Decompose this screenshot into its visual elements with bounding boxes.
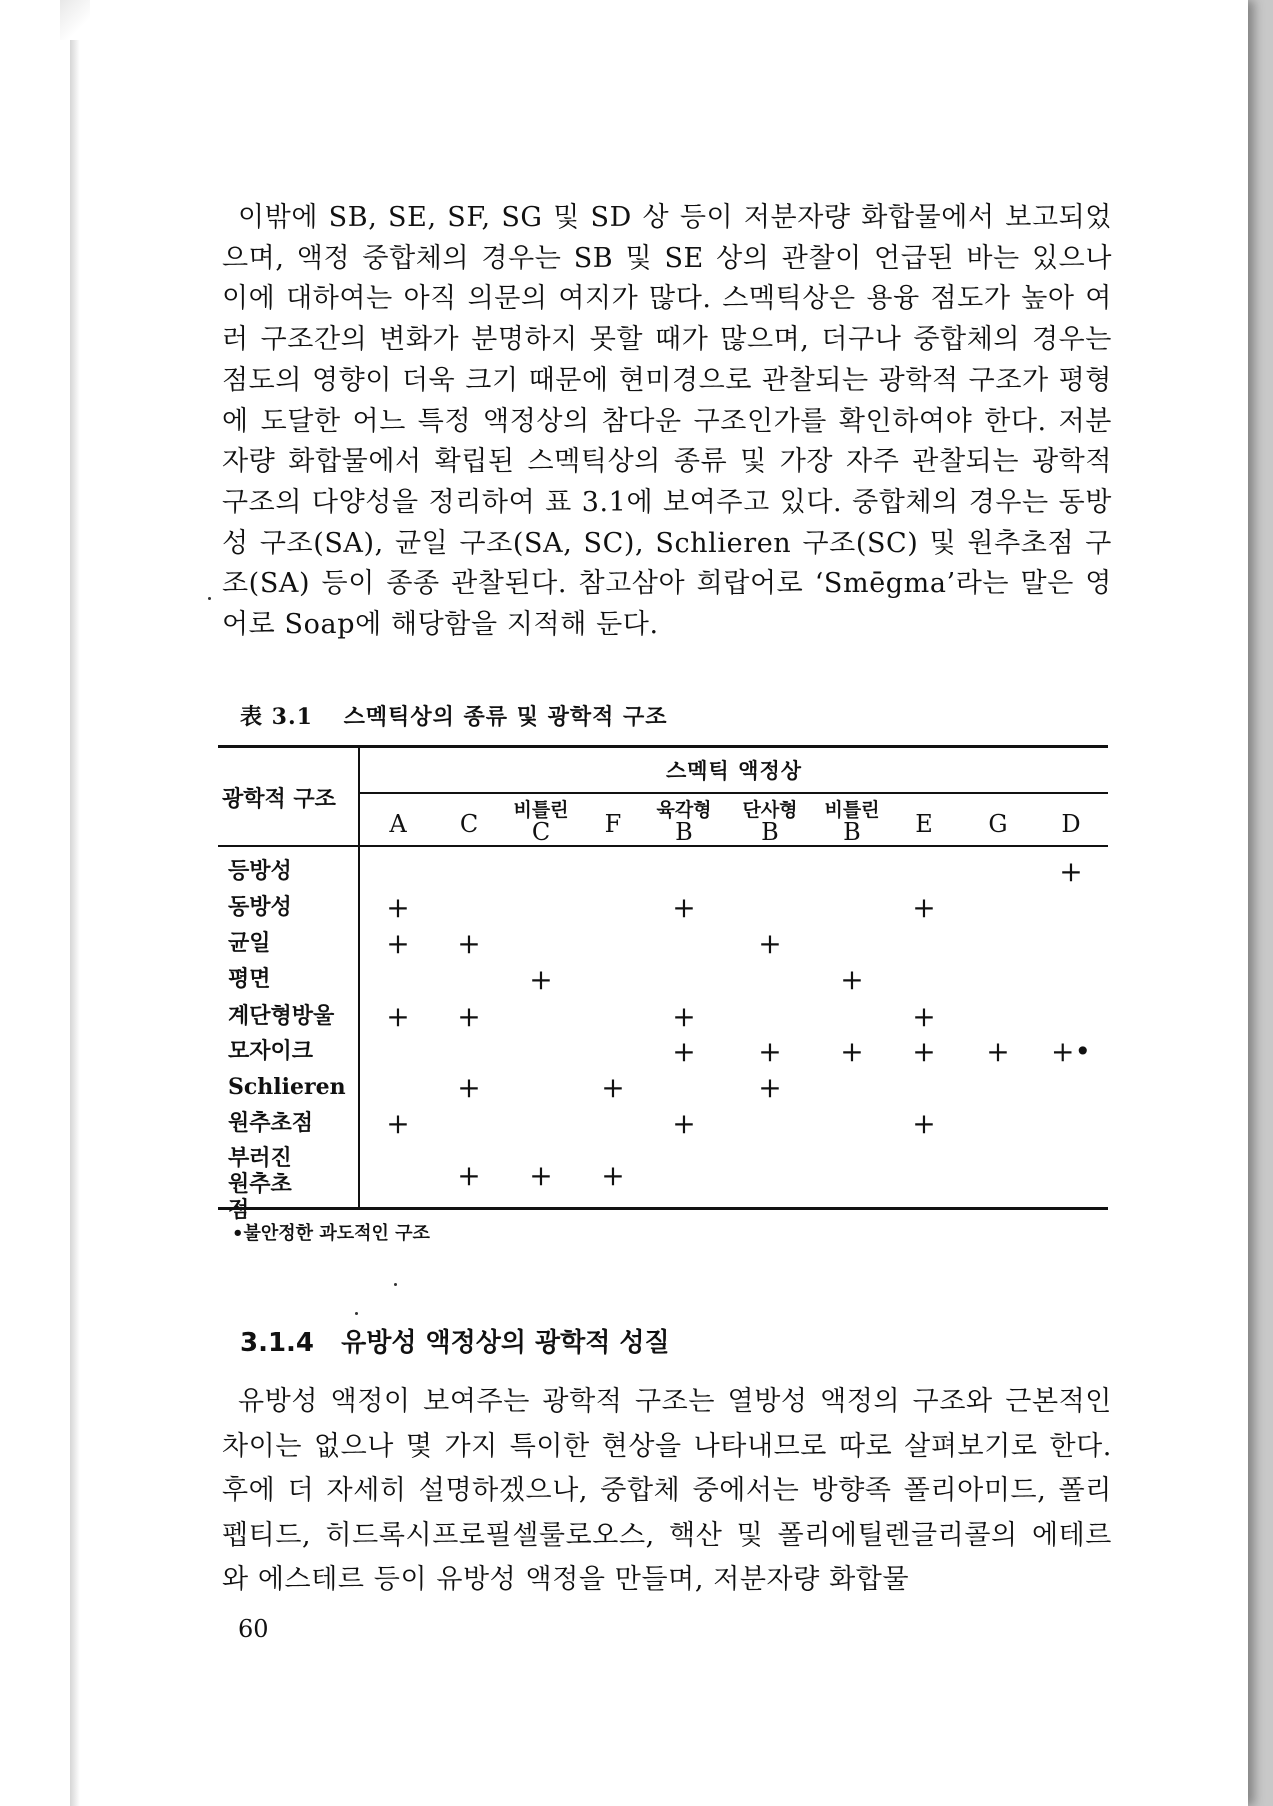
column-header-qualifier: 육각형 [656, 799, 712, 821]
table-cell-mark: + [758, 927, 782, 960]
table-bottom-rule [218, 1207, 1108, 1210]
table-cell-mark: + [758, 1071, 782, 1104]
column-header-phase: B [675, 818, 693, 846]
table-cell-mark: + [457, 1159, 481, 1192]
table-column-header [730, 800, 810, 844]
table-column-header [573, 812, 653, 836]
table-cell-mark: + [601, 1071, 625, 1104]
table-caption-text: 스멕틱상의 종류 및 광학적 구조 [343, 704, 668, 730]
table-cell-mark: + [672, 891, 696, 924]
page-binding-edge [70, 0, 80, 1806]
table-top-rule [218, 745, 1108, 748]
table-cell-mark: + [840, 963, 864, 996]
table-cell-mark: + [912, 1035, 936, 1068]
section-title: 유방성 액정상의 광학적 성질 [341, 1328, 670, 1358]
body-paragraph-2 [222, 1380, 1112, 1603]
table-row-label: 평면 [228, 966, 271, 992]
table-cell-mark: + [457, 1000, 481, 1033]
table-row-label: 계단형방울 [228, 1003, 335, 1029]
column-header-phase: B [761, 818, 779, 846]
column-header-qualifier: 단사형 [742, 799, 798, 821]
table-cell-mark: + [758, 1035, 782, 1068]
page-number: 60 [238, 1615, 269, 1643]
table-span-header: 스멕틱 액정상 [665, 758, 803, 783]
table-row-label: 등방성 [228, 858, 292, 884]
table-cell-mark: + [529, 963, 553, 996]
table-footnote: •불안정한 과도적인 구조 [232, 1223, 430, 1244]
page-corner-fold [60, 0, 90, 40]
table-cell-mark: + [912, 1107, 936, 1140]
section-heading [240, 1322, 670, 1359]
column-header-phase: A [389, 810, 407, 838]
column-header-phase: E [915, 810, 933, 838]
table-caption [240, 700, 668, 731]
table-cell-mark: + [386, 891, 410, 924]
table-span-rule [360, 792, 1108, 794]
column-header-phase: C [531, 818, 551, 846]
table-column-header [958, 812, 1038, 836]
table-column-header [644, 800, 724, 844]
scan-speck [355, 1312, 358, 1315]
table-cell-mark: + [986, 1035, 1010, 1068]
table-cell-mark: + [601, 1159, 625, 1192]
table-cell-mark: + [840, 1035, 864, 1068]
table-cell-mark: + [1059, 855, 1083, 888]
paragraph-1-text: 이밖에 SB, SE, SF, SG 및 SD 상 등이 저분자량 화합물에서 보고되었으며, 액정 중합체의 경우는 SB 및 SE 상의 관찰이 언급된 바는 있으나 이에 대하여는 아직 의문의 여지가 많다. 스멕틱상은 용융 점도가 높아 여러 구조간의 변화가 분명하지 못할 때가 많으며, 더구나 중합체의 경우는 점도의 영향이 더욱 크기 때문에 현미경으로 관찰되는 광학적 구조가 평형에 도달한 어느 특정 액정상의 참다운 구조인가를 확인하여야 한다. 저분자량 화합물에서 확립된 스멕틱상의 종류 및 가장 자주 관찰되는 광학적 구조의 다양성을 정리하여 표 3.1에 보여주고 있다. 중합체의 경우는 동방성 구조(SA), 균일 구조(SA, SC), Schlieren 구조(SC) 및 원추초점 구조(SA) 등이 종종 관찰된다. 참고삼아 희랍어로 ‘Smēgma’라는 말은 영어로 Soap에 해당함을 지적해 둔다. [222, 202, 1112, 641]
table-column-header [501, 800, 581, 844]
table-caption-number: 表 3.1 [240, 704, 313, 730]
paragraph-2-text: 유방성 액정이 보여주는 광학적 구조는 열방성 액정의 구조와 근본적인 차이는 없으나 몇 가지 특이한 현상을 나타내므로 따로 살펴보기로 한다. 후에 더 자세히 설명하겠으나, 중합체 중에서는 방향족 폴리아미드, 폴리펩티드, 히드록시프로필셀룰로오스, 핵산 및 폴리에틸렌글리콜의 에테르와 에스테르 등이 유방성 액정을 만들며, 저분자량 화합물 [222, 1386, 1112, 1595]
table-row-header: 광학적 구조 [222, 786, 336, 812]
scan-speck [208, 597, 211, 600]
column-header-qualifier: 비틀린 [513, 799, 569, 821]
table-column-header [812, 800, 892, 844]
table-row-label: 균일 [228, 930, 271, 956]
table-column-header [1031, 812, 1111, 836]
table-row-label: 부러진 원추초점 [228, 1145, 292, 1223]
table-cell-mark: + [386, 927, 410, 960]
body-paragraph-1 [222, 198, 1112, 646]
table-cell-mark: + [672, 1000, 696, 1033]
table-cell-mark: +• [1051, 1035, 1091, 1068]
table-cell-mark: + [912, 891, 936, 924]
table-column-header [884, 812, 964, 836]
table-cell-mark: + [672, 1035, 696, 1068]
table-cell-mark: + [672, 1107, 696, 1140]
table-row-label: 원추초점 [228, 1110, 314, 1136]
table-column-header [358, 812, 438, 836]
column-header-phase: B [843, 818, 861, 846]
table-header-rule [218, 845, 1108, 847]
table-row-label: 동방성 [228, 894, 292, 920]
table-cell-mark: + [457, 927, 481, 960]
column-header-qualifier: 비틀린 [824, 799, 880, 821]
table-row-label: 모자이크 [228, 1038, 314, 1064]
table-column-header [429, 812, 509, 836]
column-header-phase: C [459, 810, 479, 838]
table-cell-mark: + [386, 1000, 410, 1033]
table-row-label: Schlieren [228, 1074, 346, 1100]
column-header-phase: F [604, 810, 622, 838]
section-number: 3.1.4 [240, 1328, 315, 1358]
column-header-phase: D [1061, 810, 1081, 838]
scan-speck [394, 1283, 397, 1286]
column-header-phase: G [988, 810, 1008, 838]
table-cell-mark: + [529, 1159, 553, 1192]
table-cell-mark: + [912, 1000, 936, 1033]
table-cell-mark: + [386, 1107, 410, 1140]
table-cell-mark: + [457, 1071, 481, 1104]
